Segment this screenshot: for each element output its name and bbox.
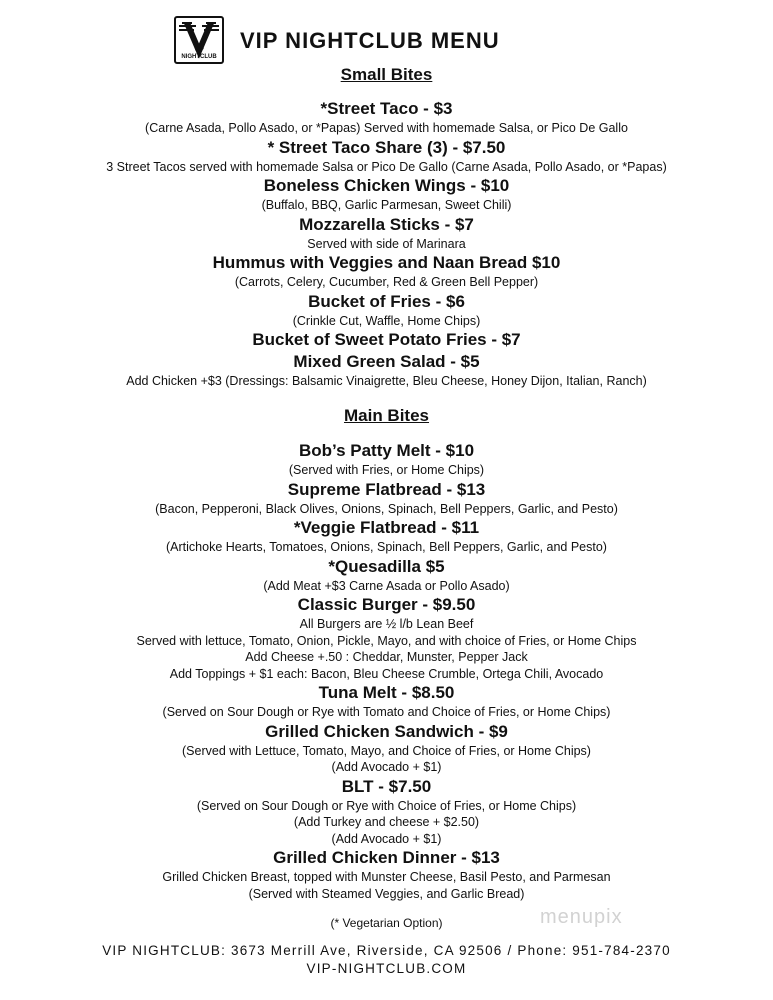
menu-item-description: (Served with Fries, or Home Chips) bbox=[288, 463, 485, 477]
menu-item-description: (Carrots, Celery, Cucumber, Red & Green Bell Pepper) bbox=[234, 275, 539, 289]
menu-title: VIP NIGHTCLUB MENU bbox=[240, 28, 500, 53]
menu-item-name: Bucket of Fries - $6 bbox=[308, 291, 465, 311]
menu-item-name: Supreme Flatbread - $13 bbox=[287, 479, 486, 499]
menupix-watermark: menupix bbox=[540, 906, 623, 928]
menu-item bbox=[0, 214, 773, 253]
menu-item-description: (Buffalo, BBQ, Garlic Parmesan, Sweet Chili) bbox=[261, 198, 512, 212]
menu-item-description: (Add Turkey and cheese + $2.50) bbox=[293, 815, 480, 829]
small-bites-list bbox=[0, 98, 773, 390]
menu-item-description: (Bacon, Pepperoni, Black Olives, Onions, Spinach, Bell Peppers, Garlic, and Pesto) bbox=[155, 501, 618, 516]
menu-item-name: BLT - $7.50 bbox=[341, 776, 432, 796]
menu-item-description: Grilled Chicken Breast, topped with Munster Cheese, Basil Pesto, and Parmesan bbox=[162, 870, 611, 884]
menu-item-name: *Veggie Flatbread - $11 bbox=[293, 518, 480, 537]
menu-item-name: Hummus with Veggies and Naan Bread $10 bbox=[212, 253, 561, 272]
menu-item-name: Mixed Green Salad - $5 bbox=[293, 352, 480, 371]
menu-item-name: Grilled Chicken Sandwich - $9 bbox=[265, 721, 508, 741]
menu-item-description: (Artichoke Hearts, Tomatoes, Onions, Spinach, Bell Peppers, Garlic, and Pesto) bbox=[166, 540, 607, 554]
menu-header bbox=[174, 16, 500, 64]
menu-item bbox=[0, 440, 773, 479]
menu-item-description: (Served with Steamed Veggies, and Garlic Bread) bbox=[248, 886, 525, 901]
menu-item bbox=[0, 329, 773, 351]
menu-item bbox=[0, 682, 773, 721]
menu-item-description: (Served on Sour Dough or Rye with Tomato and Choice of Fries, or Home Chips) bbox=[162, 705, 611, 719]
menu-item-description: 3 Street Tacos served with homemade Salsa or Pico De Gallo (Carne Asada, Pollo Asado, or *Papas) bbox=[106, 159, 667, 174]
menu-item-name: Classic Burger - $9.50 bbox=[297, 595, 476, 614]
menu-item bbox=[0, 291, 773, 330]
menu-item-description: Served with side of Marinara bbox=[307, 236, 466, 251]
menu-item bbox=[0, 556, 773, 595]
menu-item-description: (Served on Sour Dough or Rye with Choice of Fries, or Home Chips) bbox=[196, 798, 577, 813]
section-title-small-bites: Small Bites bbox=[340, 65, 433, 84]
menu-item bbox=[0, 479, 773, 518]
menu-item-name: Grilled Chicken Dinner - $13 bbox=[273, 848, 500, 867]
menu-item-name: Boneless Chicken Wings - $10 bbox=[263, 176, 510, 195]
menu-item-description: (Add Avocado + $1) bbox=[331, 760, 442, 774]
menu-item bbox=[0, 175, 773, 214]
menu-item-description: (Crinkle Cut, Waffle, Home Chips) bbox=[292, 313, 481, 328]
menu-item-description: Add Chicken +$3 (Dressings: Balsamic Vinaigrette, Bleu Cheese, Honey Dijon, Italian, Ranch) bbox=[126, 374, 647, 388]
logo-text: VIP NIGHTCLUB bbox=[181, 47, 217, 60]
menu-item bbox=[0, 98, 773, 137]
menu-item-name: Bucket of Sweet Potato Fries - $7 bbox=[252, 330, 521, 349]
menu-item-description: (Add Meat +$3 Carne Asada or Pollo Asado) bbox=[263, 578, 510, 593]
menu-item bbox=[0, 721, 773, 776]
menu-item-description: (Add Avocado + $1) bbox=[331, 831, 442, 846]
menu-item-description: All Burgers are ½ l/b Lean Beef bbox=[299, 617, 474, 631]
menu-item-description: Served with lettuce, Tomato, Onion, Pickle, Mayo, and with choice of Fries, or Home Chips bbox=[136, 633, 637, 648]
footer-address: VIP NIGHTCLUB: 3673 Merrill Ave, Riverside, CA 92506 / Phone: 951-784-2370 bbox=[102, 943, 671, 958]
menu-item-description: Add Cheese +.50 : Cheddar, Munster, Pepper Jack bbox=[245, 650, 528, 664]
menu-item-name: Bob’s Patty Melt - $10 bbox=[298, 441, 475, 460]
vip-logo bbox=[174, 16, 224, 64]
menu-item bbox=[0, 517, 773, 556]
menu-item bbox=[0, 351, 773, 390]
menu-item bbox=[0, 847, 773, 902]
vegetarian-footnote: (* Vegetarian Option) bbox=[330, 916, 443, 930]
menu-item bbox=[0, 776, 773, 848]
menu-item-name: *Quesadilla $5 bbox=[328, 556, 445, 576]
menu-item-name: Tuna Melt - $8.50 bbox=[318, 683, 455, 702]
menu-item-description: (Served with Lettuce, Tomato, Mayo, and Choice of Fries, or Home Chips) bbox=[182, 743, 591, 758]
menu-item bbox=[0, 137, 773, 176]
section-title-main-bites: Main Bites bbox=[343, 406, 430, 425]
menu-item bbox=[0, 252, 773, 291]
menu-item-description: Add Toppings + $1 each: Bacon, Bleu Cheese Crumble, Ortega Chili, Avocado bbox=[169, 666, 604, 681]
footer-website[interactable]: VIP-NIGHTCLUB.COM bbox=[306, 961, 467, 976]
menu-item-name: * Street Taco Share (3) - $7.50 bbox=[267, 137, 506, 157]
menu-item-description: (Carne Asada, Pollo Asado, or *Papas) Served with homemade Salsa, or Pico De Gallo bbox=[145, 121, 628, 135]
menu-item-name: Mozzarella Sticks - $7 bbox=[299, 214, 474, 234]
menu-item bbox=[0, 594, 773, 682]
menu-item-name: *Street Taco - $3 bbox=[320, 99, 453, 118]
main-bites-list bbox=[0, 440, 773, 902]
